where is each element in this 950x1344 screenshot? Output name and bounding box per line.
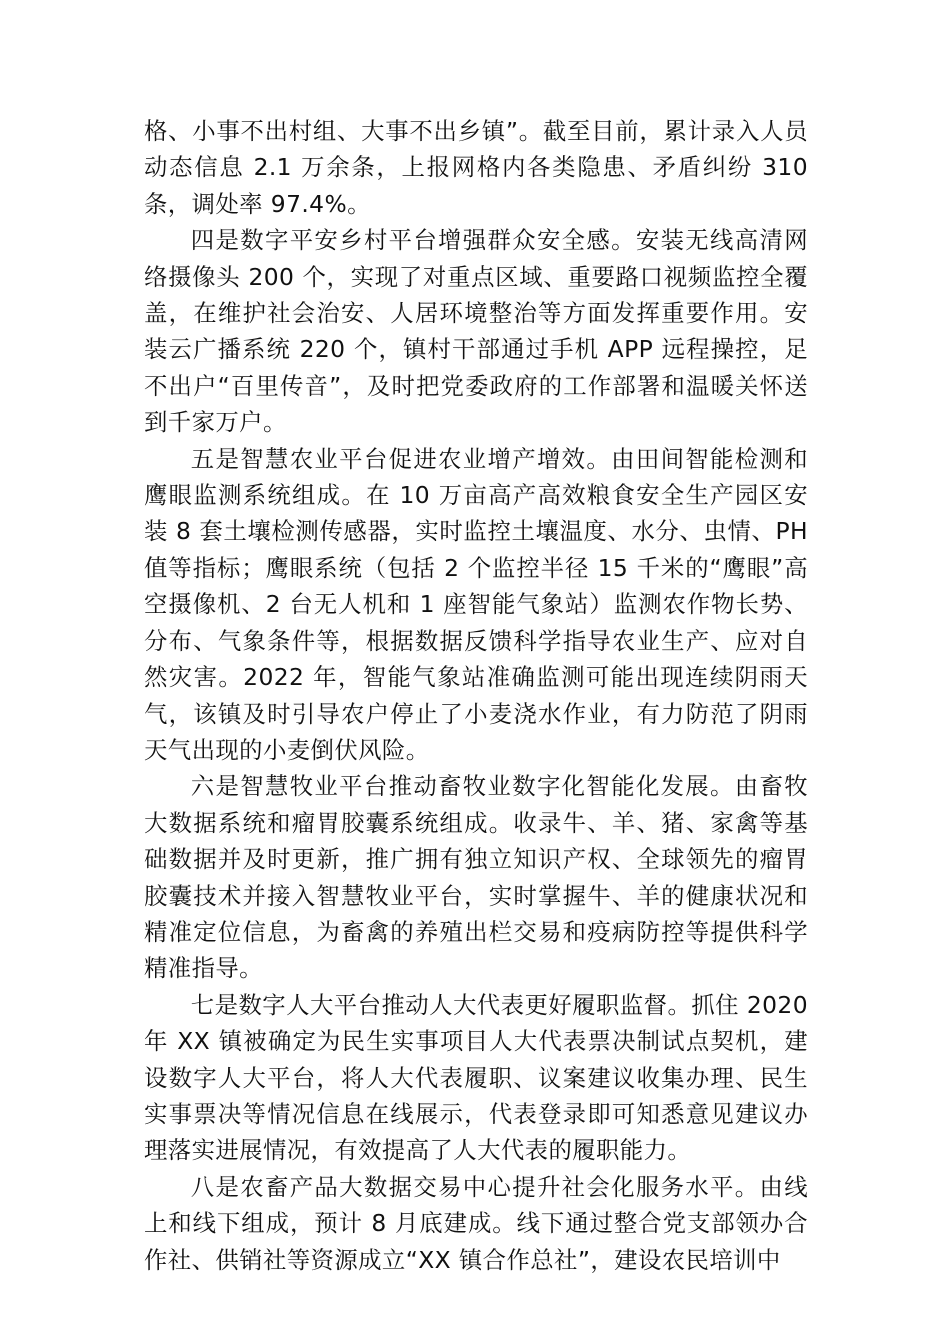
paragraph-continuation: 格、小事不出村组、大事不出乡镇”。截至目前，累计录入人员动态信息 2.1 万余条，上报网格内各类隐患、矛盾纠纷 310 条，调处率 97.4%。 — [144, 117, 808, 218]
paragraph-smart-agriculture: 五是智慧农业平台促进农业增产增效。由田间智能检测和鹰眼监测系统组成。在 10 万亩高产高效粮食安全生产园区安装 8 套土壤检测传感器，实时监控土壤温度、水分、虫情、PH 值等指标；鹰眼系统（包括 2 个监控半径 15 千米的“鹰眼”高空摄像机、2 台无人机和 1 座智能气象站）监测农作物长势、分布、气象条件等，根据数据反馈科学指导农业生产、应对自然灾害。2022 年，智能气象站准确监测可能出现连续阴雨天气，该镇及时引导农户停止了小麦浇水作业，有力防范了阴雨天气出现的小麦倒伏风险。 — [144, 444, 808, 764]
document-body — [144, 113, 808, 1278]
paragraph-smart-livestock: 六是智慧牧业平台推动畜牧业数字化智能化发展。由畜牧大数据系统和瘤胃胶囊系统组成。收录牛、羊、猪、家禽等基础数据并及时更新，推广拥有独立知识产权、全球领先的瘤胃胶囊技术并接入智慧牧业平台，实时掌握牛、羊的健康状况和精准定位信息，为畜禽的养殖出栏交易和疫病防控等提供科学精准指导。 — [144, 772, 808, 983]
paragraph-trading-center: 八是农畜产品大数据交易中心提升社会化服务水平。由线上和线下组成，预计 8 月底建成。线下通过整合党支部领办合作社、供销社等资源成立“XX 镇合作总社”，建设农民培训中 — [144, 1172, 808, 1274]
paragraph-digital-npc: 七是数字人大平台推动人大代表更好履职监督。抓住 2020 年 XX 镇被确定为民生实事项目人大代表票决制试点契机，建设数字人大平台，将人大代表履职、议案建议收集办理、民生实事票决等情况信息在线展示，代表登录即可知悉意见建议办理落实进展情况，有效提高了人大代表的履职能力。 — [144, 990, 808, 1165]
paragraph-digital-safety: 四是数字平安乡村平台增强群众安全感。安装无线高清网络摄像头 200 个，实现了对重点区域、重要路口视频监控全覆盖，在维护社会治安、人居环境整治等方面发挥重要作用。安装云广播系统 220 个，镇村干部通过手机 APP 远程操控，足不出户“百里传音”，及时把党委政府的工作部署和温暖关怀送到千家万户。 — [144, 226, 808, 437]
